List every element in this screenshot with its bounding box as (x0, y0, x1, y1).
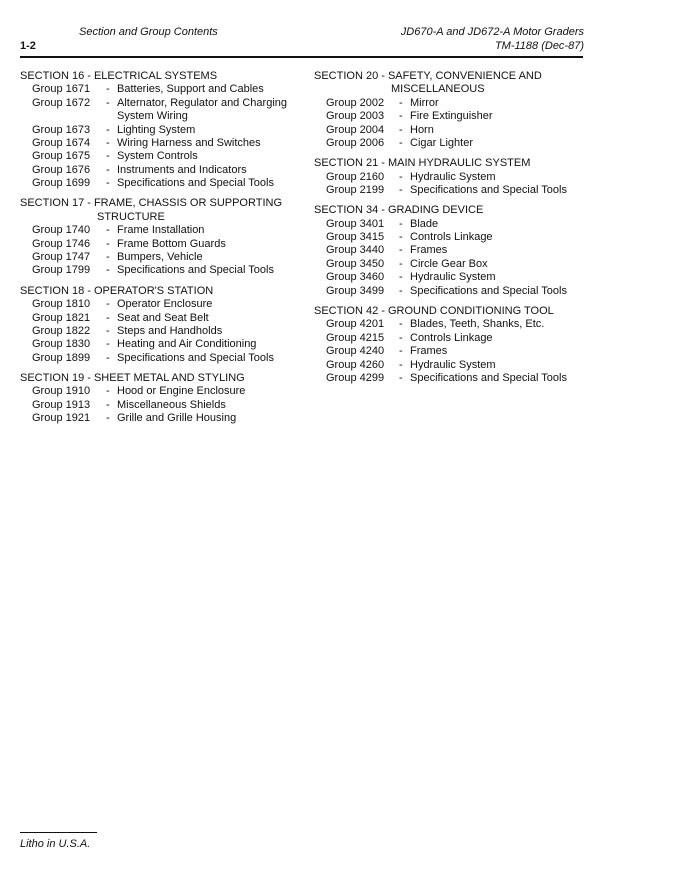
group-number: Group 2003 (326, 110, 385, 123)
group-number: Group 3450 (326, 257, 385, 270)
group-title: Frames (410, 244, 448, 257)
group-title: Frame Bottom Guards (117, 237, 226, 250)
group-separator: - (399, 123, 403, 136)
header-right-title: JD670-A and JD672-A Motor Graders (400, 26, 584, 38)
group-title: Hydraulic System (410, 271, 496, 284)
group-separator: - (106, 224, 110, 237)
section-block (314, 157, 594, 197)
group-title: Circle Gear Box (410, 257, 488, 270)
group-number: Group 4201 (326, 318, 385, 331)
group-separator: - (399, 231, 403, 244)
group-number: Group 2002 (326, 96, 385, 109)
group-number: Group 4260 (326, 358, 385, 371)
group-number: Group 1810 (32, 298, 91, 311)
group-title: Batteries, Support and Cables (117, 83, 264, 96)
section-title: SECTION 19 - SHEET METAL AND STYLING (20, 371, 245, 384)
group-title: Specifications and Special Tools (117, 264, 274, 277)
section-title-continued: STRUCTURE (97, 210, 165, 223)
group-title: Alternator, Regulator and Charging System Wiring (117, 96, 287, 123)
group-number: Group 3415 (326, 231, 385, 244)
group-number: Group 1699 (32, 177, 91, 190)
group-number: Group 1910 (32, 385, 91, 398)
group-row (314, 345, 594, 358)
group-number: Group 4215 (326, 331, 385, 344)
group-title: Operator Enclosure (117, 298, 213, 311)
group-row (20, 83, 305, 96)
group-row (314, 218, 594, 231)
group-separator: - (106, 150, 110, 163)
group-title: Blade (410, 217, 439, 230)
group-separator: - (106, 385, 110, 398)
group-row (20, 399, 305, 412)
section-title: SECTION 42 - GROUND CONDITIONING TOOL (314, 304, 554, 317)
group-number: Group 1822 (32, 324, 91, 337)
group-separator: - (399, 217, 403, 230)
group-title: System Controls (117, 150, 198, 163)
group-row (20, 137, 305, 150)
section-title: SECTION 17 - FRAME, CHASSIS OR SUPPORTING (20, 197, 283, 210)
group-number: Group 1821 (32, 311, 91, 324)
section-block (20, 285, 305, 365)
page-number: 1-2 (20, 40, 36, 52)
group-row (20, 177, 305, 190)
group-separator: - (106, 163, 110, 176)
group-separator: - (106, 237, 110, 250)
section-title: SECTION 21 - MAIN HYDRAULIC SYSTEM (314, 157, 531, 170)
group-number: Group 1675 (32, 150, 91, 163)
section-block (314, 204, 594, 298)
group-row (20, 224, 305, 237)
group-row (314, 271, 594, 284)
group-separator: - (106, 412, 110, 425)
group-row (314, 372, 594, 385)
group-number: Group 3460 (326, 271, 385, 284)
section-block (314, 70, 594, 150)
group-separator: - (106, 338, 110, 351)
group-title: Grille and Grille Housing (117, 412, 237, 425)
group-title: Bumpers, Vehicle (117, 251, 203, 264)
group-row (314, 171, 594, 184)
group-separator: - (106, 123, 110, 136)
group-row (20, 412, 305, 425)
group-separator: - (399, 257, 403, 270)
group-number: Group 2004 (326, 123, 385, 136)
group-row (314, 137, 594, 150)
group-separator: - (399, 284, 403, 297)
group-row (314, 97, 594, 110)
section-title: SECTION 18 - OPERATOR'S STATION (20, 284, 214, 297)
group-row (314, 258, 594, 271)
group-title: Instruments and Indicators (117, 163, 247, 176)
group-separator: - (399, 137, 403, 150)
group-separator: - (399, 345, 403, 358)
group-title: Controls Linkage (410, 231, 493, 244)
group-row (314, 110, 594, 123)
group-number: Group 3401 (326, 217, 385, 230)
group-separator: - (106, 137, 110, 150)
section-title-continued: MISCELLANEOUS (391, 83, 485, 96)
group-row (314, 285, 594, 298)
header-document-code: TM-1188 (Dec-87) (494, 40, 584, 52)
section-title: SECTION 34 - GRADING DEVICE (314, 204, 484, 217)
group-row (20, 238, 305, 251)
group-number: Group 4299 (326, 371, 385, 384)
group-number: Group 1672 (32, 96, 91, 109)
group-separator: - (106, 351, 110, 364)
group-title: Hood or Engine Enclosure (117, 385, 246, 398)
group-title: Wiring Harness and Switches (117, 137, 261, 150)
contents-right-column (314, 70, 594, 392)
header-left-title: Section and Group Contents (79, 26, 218, 38)
group-number: Group 2006 (326, 137, 385, 150)
group-title: Frames (410, 345, 448, 358)
section-block (20, 372, 305, 426)
group-row (314, 318, 594, 331)
group-title: Fire Extinguisher (410, 110, 493, 123)
group-title: Cigar Lighter (410, 137, 473, 150)
group-title: Hydraulic System (410, 358, 496, 371)
group-title: Specifications and Special Tools (117, 177, 274, 190)
group-row (314, 231, 594, 244)
group-separator: - (399, 358, 403, 371)
group-number: Group 2160 (326, 170, 385, 183)
group-row (314, 359, 594, 372)
group-separator: - (106, 398, 110, 411)
group-title: Lighting System (117, 123, 196, 136)
group-separator: - (399, 318, 403, 331)
group-row (20, 97, 305, 124)
section-title: SECTION 16 - ELECTRICAL SYSTEMS (20, 70, 218, 82)
group-number: Group 1671 (32, 83, 91, 96)
group-separator: - (399, 271, 403, 284)
group-row (20, 251, 305, 264)
group-separator: - (106, 251, 110, 264)
contents-left-column (20, 70, 305, 432)
group-number: Group 1899 (32, 351, 91, 364)
group-number: Group 1673 (32, 123, 91, 136)
group-separator: - (399, 110, 403, 123)
group-row (20, 312, 305, 325)
group-number: Group 1830 (32, 338, 91, 351)
group-row (20, 164, 305, 177)
group-title: Mirror (410, 96, 439, 109)
group-separator: - (106, 311, 110, 324)
group-title: Specifications and Special Tools (410, 184, 567, 197)
group-separator: - (106, 83, 110, 96)
group-number: Group 4240 (326, 345, 385, 358)
group-number: Group 1921 (32, 412, 91, 425)
group-title: Miscellaneous Shields (117, 398, 226, 411)
section-block (20, 70, 305, 191)
group-row (20, 264, 305, 277)
group-title: Seat and Seat Belt (117, 311, 209, 324)
group-row (20, 338, 305, 351)
group-title: Specifications and Special Tools (117, 351, 274, 364)
group-number: Group 1674 (32, 137, 91, 150)
group-title: Blades, Teeth, Shanks, Etc. (410, 318, 545, 331)
group-number: Group 3440 (326, 244, 385, 257)
group-separator: - (106, 298, 110, 311)
header-divider (20, 56, 583, 58)
group-separator: - (399, 170, 403, 183)
group-separator: - (399, 331, 403, 344)
group-title: Horn (410, 123, 434, 136)
footer-divider (20, 832, 97, 833)
group-separator: - (399, 371, 403, 384)
group-number: Group 1799 (32, 264, 91, 277)
group-title: Specifications and Special Tools (410, 371, 567, 384)
group-title: Controls Linkage (410, 331, 493, 344)
group-number: Group 1747 (32, 251, 91, 264)
group-title: Frame Installation (117, 224, 205, 237)
group-number: Group 1740 (32, 224, 91, 237)
group-separator: - (106, 177, 110, 190)
group-row (20, 124, 305, 137)
footer-note: Litho in U.S.A. (20, 838, 91, 850)
group-separator: - (106, 324, 110, 337)
section-block (314, 305, 594, 385)
group-title: Specifications and Special Tools (410, 284, 567, 297)
group-row (314, 124, 594, 137)
group-title: Heating and Air Conditioning (117, 338, 257, 351)
group-separator: - (106, 264, 110, 277)
group-separator: - (399, 244, 403, 257)
group-separator: - (106, 96, 110, 109)
group-number: Group 1913 (32, 398, 91, 411)
group-title: Steps and Handholds (117, 324, 223, 337)
group-separator: - (399, 184, 403, 197)
group-row (20, 298, 305, 311)
group-row (20, 385, 305, 398)
group-number: Group 1746 (32, 237, 91, 250)
group-row (314, 184, 594, 197)
group-row (20, 325, 305, 338)
group-row (20, 352, 305, 365)
group-row (20, 150, 305, 163)
group-number: Group 1676 (32, 163, 91, 176)
section-title: SECTION 20 - SAFETY, CONVENIENCE AND (314, 70, 542, 82)
group-row (314, 332, 594, 345)
section-block (20, 197, 305, 277)
group-number: Group 2199 (326, 184, 385, 197)
group-title: Hydraulic System (410, 170, 496, 183)
group-separator: - (399, 96, 403, 109)
group-row (314, 244, 594, 257)
group-number: Group 3499 (326, 284, 385, 297)
